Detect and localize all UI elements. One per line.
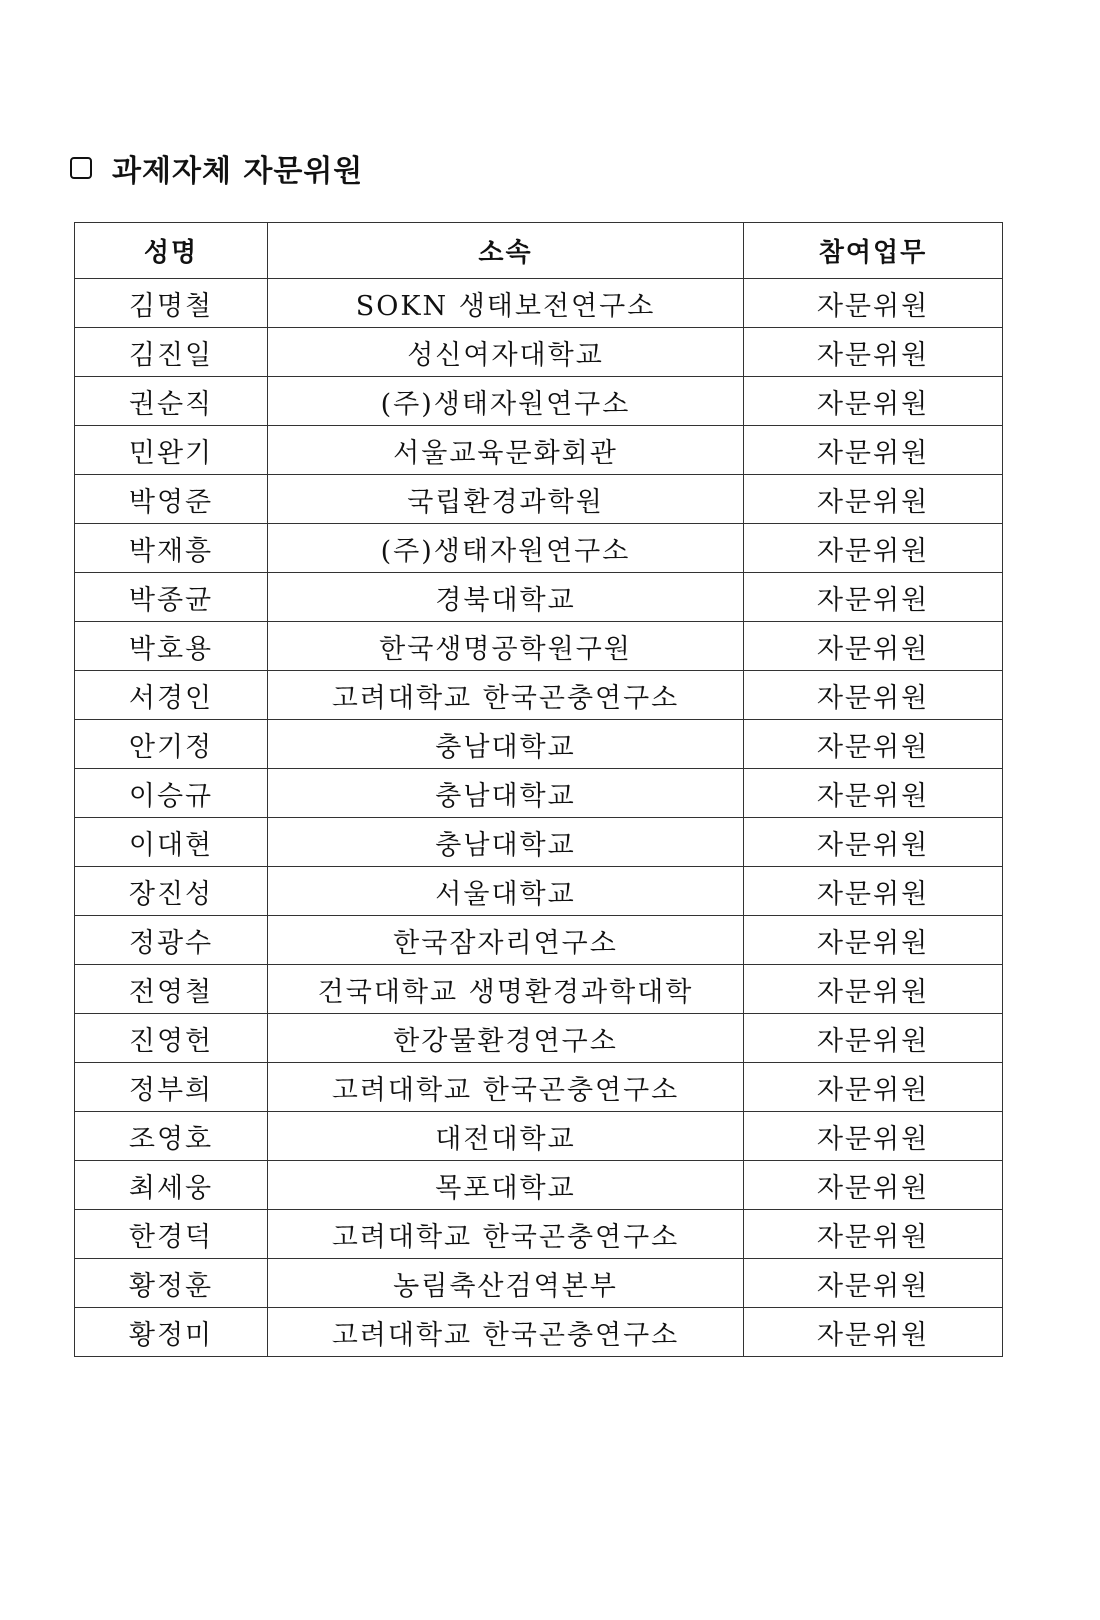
section-heading xyxy=(70,145,363,191)
cell-name: 정광수 xyxy=(75,916,268,965)
cell-name: 박종균 xyxy=(75,573,268,622)
cell-name: 서경인 xyxy=(75,671,268,720)
table-row xyxy=(75,622,1003,671)
cell-affiliation: 농림축산검역본부 xyxy=(268,1259,744,1308)
cell-name: 박호용 xyxy=(75,622,268,671)
table-row xyxy=(75,426,1003,475)
cell-name: 이대현 xyxy=(75,818,268,867)
table-row xyxy=(75,1259,1003,1308)
cell-name: 조영호 xyxy=(75,1112,268,1161)
table-row xyxy=(75,1210,1003,1259)
table-row xyxy=(75,818,1003,867)
cell-affiliation: 한국생명공학원구원 xyxy=(268,622,744,671)
cell-name: 황정미 xyxy=(75,1308,268,1357)
cell-affiliation: SOKN 생태보전연구소 xyxy=(268,279,744,328)
cell-role: 자문위원 xyxy=(744,1112,1003,1161)
table-row xyxy=(75,279,1003,328)
advisory-members-table xyxy=(74,222,1003,1357)
cell-role: 자문위원 xyxy=(744,720,1003,769)
table-row xyxy=(75,328,1003,377)
table-header-row xyxy=(75,223,1003,279)
cell-affiliation: 서울교육문화회관 xyxy=(268,426,744,475)
cell-affiliation: 충남대학교 xyxy=(268,769,744,818)
table-row xyxy=(75,916,1003,965)
cell-role: 자문위원 xyxy=(744,867,1003,916)
cell-affiliation: 경북대학교 xyxy=(268,573,744,622)
cell-role: 자문위원 xyxy=(744,1161,1003,1210)
cell-affiliation: 고려대학교 한국곤충연구소 xyxy=(268,1210,744,1259)
cell-role: 자문위원 xyxy=(744,965,1003,1014)
cell-affiliation: 한국잠자리연구소 xyxy=(268,916,744,965)
cell-role: 자문위원 xyxy=(744,475,1003,524)
cell-role: 자문위원 xyxy=(744,622,1003,671)
cell-role: 자문위원 xyxy=(744,279,1003,328)
cell-name: 이승규 xyxy=(75,769,268,818)
cell-affiliation: 목포대학교 xyxy=(268,1161,744,1210)
table-row xyxy=(75,965,1003,1014)
cell-affiliation: 국립환경과학원 xyxy=(268,475,744,524)
header-role: 참여업무 xyxy=(744,223,1003,279)
table-row xyxy=(75,1161,1003,1210)
cell-role: 자문위원 xyxy=(744,328,1003,377)
cell-role: 자문위원 xyxy=(744,1308,1003,1357)
cell-name: 정부희 xyxy=(75,1063,268,1112)
table-row xyxy=(75,573,1003,622)
table-row xyxy=(75,769,1003,818)
cell-affiliation: 한강물환경연구소 xyxy=(268,1014,744,1063)
cell-role: 자문위원 xyxy=(744,1210,1003,1259)
cell-role: 자문위원 xyxy=(744,1063,1003,1112)
cell-name: 전영철 xyxy=(75,965,268,1014)
table-row xyxy=(75,524,1003,573)
table-row xyxy=(75,671,1003,720)
cell-name: 한경덕 xyxy=(75,1210,268,1259)
table-row xyxy=(75,475,1003,524)
cell-name: 박재흥 xyxy=(75,524,268,573)
table-row xyxy=(75,1112,1003,1161)
cell-name: 장진성 xyxy=(75,867,268,916)
cell-role: 자문위원 xyxy=(744,426,1003,475)
cell-role: 자문위원 xyxy=(744,818,1003,867)
cell-name: 김명철 xyxy=(75,279,268,328)
table-row xyxy=(75,867,1003,916)
table-row xyxy=(75,720,1003,769)
cell-role: 자문위원 xyxy=(744,769,1003,818)
cell-role: 자문위원 xyxy=(744,1259,1003,1308)
cell-role: 자문위원 xyxy=(744,671,1003,720)
cell-affiliation: 고려대학교 한국곤충연구소 xyxy=(268,1308,744,1357)
cell-name: 김진일 xyxy=(75,328,268,377)
header-affiliation: 소속 xyxy=(268,223,744,279)
cell-affiliation: 충남대학교 xyxy=(268,818,744,867)
table-row xyxy=(75,1308,1003,1357)
cell-affiliation: 고려대학교 한국곤충연구소 xyxy=(268,671,744,720)
cell-role: 자문위원 xyxy=(744,573,1003,622)
cell-role: 자문위원 xyxy=(744,377,1003,426)
cell-role: 자문위원 xyxy=(744,1014,1003,1063)
section-title: 과제자체 자문위원 xyxy=(112,154,364,189)
cell-affiliation: 충남대학교 xyxy=(268,720,744,769)
cell-name: 박영준 xyxy=(75,475,268,524)
cell-name: 민완기 xyxy=(75,426,268,475)
checkbox-square-icon xyxy=(70,157,92,179)
cell-name: 진영헌 xyxy=(75,1014,268,1063)
table-row xyxy=(75,377,1003,426)
cell-role: 자문위원 xyxy=(744,524,1003,573)
cell-name: 최세웅 xyxy=(75,1161,268,1210)
cell-name: 안기정 xyxy=(75,720,268,769)
table-row xyxy=(75,1063,1003,1112)
cell-affiliation: (주)생태자원연구소 xyxy=(268,377,744,426)
cell-role: 자문위원 xyxy=(744,916,1003,965)
cell-name: 권순직 xyxy=(75,377,268,426)
cell-affiliation: 성신여자대학교 xyxy=(268,328,744,377)
header-name: 성명 xyxy=(75,223,268,279)
cell-affiliation: 고려대학교 한국곤충연구소 xyxy=(268,1063,744,1112)
cell-name: 황정훈 xyxy=(75,1259,268,1308)
table-row xyxy=(75,1014,1003,1063)
cell-affiliation: (주)생태자원연구소 xyxy=(268,524,744,573)
table-body xyxy=(75,279,1003,1357)
cell-affiliation: 건국대학교 생명환경과학대학 xyxy=(268,965,744,1014)
cell-affiliation: 대전대학교 xyxy=(268,1112,744,1161)
cell-affiliation: 서울대학교 xyxy=(268,867,744,916)
